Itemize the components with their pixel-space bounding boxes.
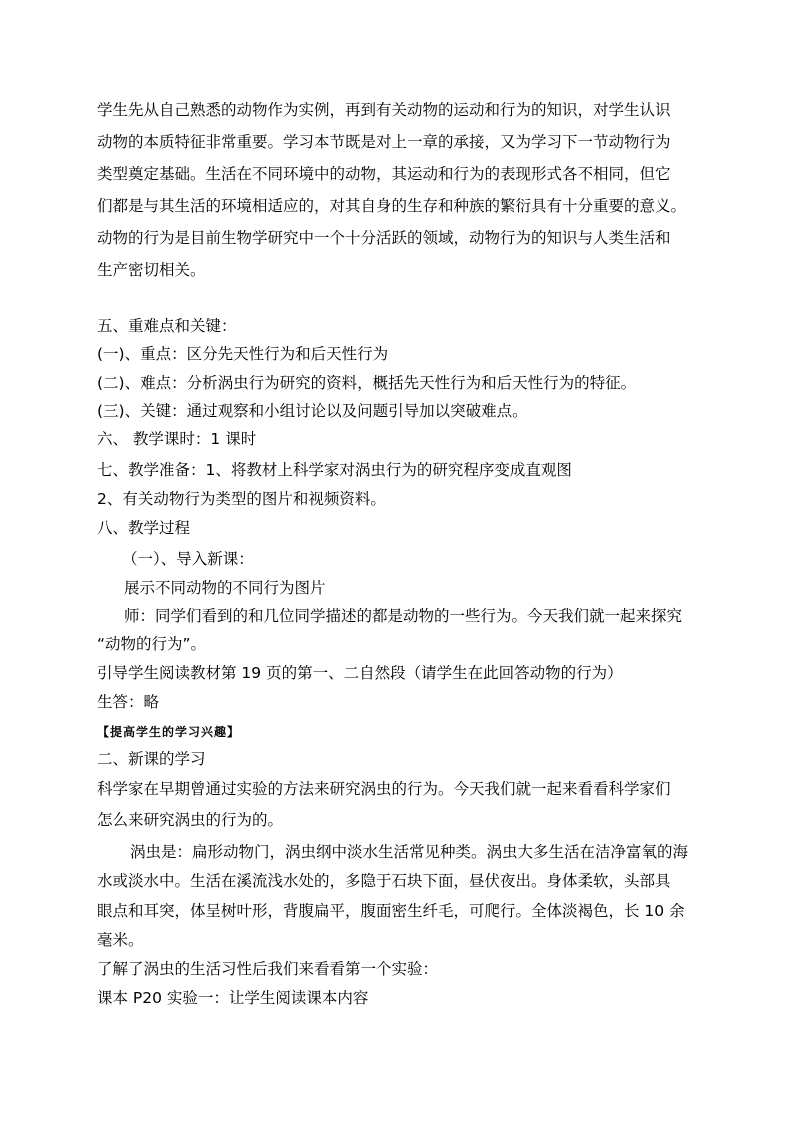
- text-line: 展示不同动物的不同行为图片: [124, 579, 326, 597]
- subsection-heading: （一）、导入新课：: [122, 550, 254, 568]
- section-heading: 七、教学准备：1、将教材上科学家对涡虫行为的研究程序变成直观图: [97, 461, 572, 479]
- section-heading: 六、 教学课时：1 课时: [97, 430, 257, 448]
- text-line: 水或淡水中。生活在溪流浅水处的，多隐于石块下面，昼伏夜出。身体柔软，头部具: [97, 872, 671, 890]
- text-line: (二)、难点：分析涡虫行为研究的资料，概括先天性行为和后天性行为的特征。: [97, 374, 637, 392]
- note-tag: 【提高学生的学习兴趣】: [97, 725, 241, 739]
- text-line: 毫米。: [97, 931, 144, 949]
- text-line: 引导学生阅读教材第 19 页的第一、二自然段（请学生在此回答动物的行为）: [97, 664, 623, 682]
- text-line: 怎么来研究涡虫的行为的。: [97, 811, 284, 829]
- text-line: 们都是与其生活的环境相适应的，对其自身的生存和种族的繁衍具有十分重要的意义。: [97, 197, 687, 215]
- text-line: 眼点和耳突，体呈树叶形，背腹扁平，腹面密生纤毛，可爬行。全体淡褐色，长 10 余: [97, 902, 685, 920]
- text-line: (三)、关键：通过观察和小组讨论以及问题引导加以突破难点。: [97, 402, 528, 420]
- section-heading: 二、新课的学习: [97, 750, 206, 768]
- text-line: 2、有关动物行为类型的图片和视频资料。: [97, 490, 386, 508]
- text-line: 动物的行为是目前生物学研究中一个十分活跃的领域，动物行为的知识与人类生活和: [97, 229, 671, 247]
- text-line: (一)、重点：区分先天性行为和后天性行为: [97, 345, 389, 363]
- section-heading: 八、教学过程: [97, 519, 191, 537]
- text-line: 科学家在早期曾通过实验的方法来研究涡虫的行为。今天我们就一起来看看科学家们: [97, 780, 671, 798]
- section-heading: 五、重难点和关键：: [97, 317, 237, 335]
- text-line: “动物的行为”。: [97, 635, 207, 653]
- text-line: 师：同学们看到的和几位同学描述的都是动物的一些行为。今天我们就一起来探究: [124, 607, 683, 625]
- text-line: 类型奠定基础。生活在不同环境中的动物，其运动和行为的表现形式各不相同，但它: [97, 165, 671, 183]
- text-line: 学生先从自己熟悉的动物作为实例，再到有关动物的运动和行为的知识，对学生认识: [97, 101, 671, 119]
- text-line: 生答：略: [97, 693, 160, 711]
- text-line: 生产密切相关。: [97, 261, 206, 279]
- text-line: 涡虫是：扁形动物门，涡虫纲中淡水生活常见种类。涡虫大多生活在洁净富氧的海: [130, 843, 689, 861]
- text-line: 课本 P20 实验一：让学生阅读课本内容: [97, 989, 369, 1007]
- text-line: 了解了涡虫的生活习性后我们来看看第一个实验：: [97, 960, 439, 978]
- text-line: 动物的本质特征非常重要。学习本节既是对上一章的承接，又为学习下一节动物行为: [97, 133, 671, 151]
